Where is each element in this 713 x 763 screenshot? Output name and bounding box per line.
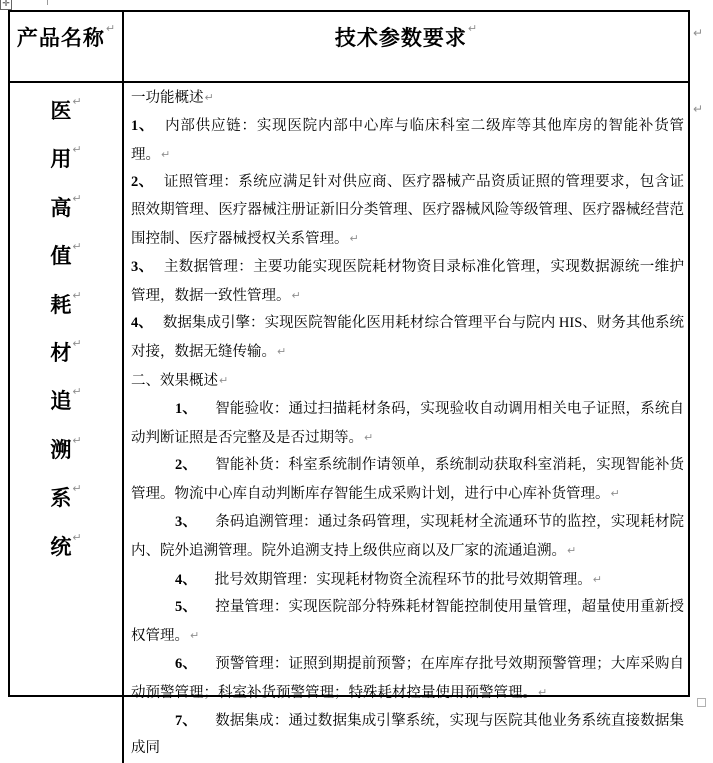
move-cross-icon: ✛ [2, 0, 10, 8]
paragraph-mark-icon: ↵ [72, 530, 82, 544]
product-name-char-text: 高 [50, 195, 72, 220]
paragraph-text: 数据集成引擎：实现医院智能化医用耗材综合管理平台与院内 HIS、财务其他系统对接，数据无缝传输。 [131, 315, 684, 361]
spec-item-paragraph [131, 113, 684, 170]
paragraph-mark-icon: ↵ [277, 345, 287, 359]
product-name-char [50, 337, 81, 385]
product-name-char [50, 289, 81, 337]
product-name-char-text: 统 [50, 534, 72, 559]
paragraph-text: 数据集成：通过数据集成引擎系统，实现与医院其他业务系统直接数据集成同 [131, 712, 685, 757]
paragraph-mark-icon: ↵ [105, 22, 116, 35]
spec-item-paragraph [131, 651, 684, 708]
product-name-header-label: 产品名称 [16, 26, 105, 50]
product-spec-table [8, 10, 690, 757]
item-number: 3、 [175, 513, 198, 530]
paragraph-text: 智能补货：科室系统制作请领单，系统制动获取科室消耗，实现智能补货管理。物流中心库自动判断库存智能生成采购计划，进行中心库补货管理。 [131, 457, 685, 503]
product-name-char [50, 143, 81, 191]
product-name-char-text: 值 [50, 244, 72, 269]
paragraph-text: 条码追溯管理：通过条码管理，实现耗材全流通环节的监控，实现耗材院内、院外追溯管理。院外追溯支持上级供应商以及厂家的流通追溯。 [131, 513, 685, 559]
spec-item-paragraph [131, 396, 684, 453]
product-name-char-text: 医 [50, 99, 72, 123]
cursor-tick [47, 0, 48, 5]
paragraph-mark-icon: ↵ [219, 373, 229, 387]
paragraph-mark-icon: ↵ [364, 430, 374, 444]
product-name-char-text: 用 [50, 147, 72, 172]
paragraph-text: 预警管理：证照到期提前预警；在库库存批号效期预警管理；大库采购自动预警管理；科室补货预警管理；特殊耗材控量使用预警管理。 [131, 655, 685, 701]
item-number: 2、 [131, 174, 154, 191]
tech-params-header-label: 技术参数要求 [334, 26, 467, 50]
paragraph-mark-icon: ↵ [291, 288, 301, 302]
table-resize-handle[interactable] [697, 698, 706, 707]
paragraph-text: 内部供应链：实现医院内部中心库与临床科室二级库等其他库房的智能补货管理。 [131, 117, 685, 163]
spec-item-paragraph [131, 566, 684, 595]
paragraph-mark-icon: ↵ [72, 433, 82, 447]
item-number: 5、 [175, 599, 198, 616]
product-name-char-text: 追 [50, 389, 72, 414]
tech-params-content-cell [124, 83, 688, 763]
paragraph-mark-icon: ↵ [72, 482, 82, 496]
paragraph-text: 智能验收：通过扫描耗材条码，实现验收自动调用相关电子证照，系统自动判断证照是否完整及是否过期等。 [131, 400, 685, 446]
item-number: 4、 [175, 571, 197, 588]
item-number: 4、 [131, 315, 153, 332]
spec-item-paragraph [131, 594, 684, 651]
paragraph-mark-icon: ↵ [72, 143, 82, 157]
section-heading-paragraph [131, 367, 684, 396]
paragraph-mark-icon: ↵ [567, 543, 577, 557]
row-end-mark-icon: ↵ [693, 102, 704, 116]
product-name-vertical-cell [10, 83, 124, 763]
paragraph-text: 证照管理：系统应满足针对供应商、医疗器械产品资质证照的管理要求，包含证照效期管理、医疗器械注册证新旧分类管理、医疗器械风险等级管理、医疗器械经营范围控制、医疗器械授权关系管理。 [131, 174, 685, 247]
spec-item-paragraph [131, 310, 684, 367]
item-number: 1、 [175, 400, 198, 417]
paragraph-mark-icon: ↵ [161, 147, 171, 161]
spec-item-paragraph [131, 169, 684, 253]
product-name-char-text: 材 [50, 340, 72, 365]
paragraph-mark-icon: ↵ [204, 91, 214, 104]
product-name-char-text: 溯 [50, 437, 72, 462]
spec-item-paragraph [131, 452, 684, 509]
spec-item-paragraph [131, 509, 684, 566]
paragraph-text: 主数据管理：主要功能实现医院耗材物资目录标准化管理，实现数据源统一维护管理，数据一致性管理。 [131, 258, 685, 304]
item-number: 1、 [131, 117, 155, 134]
section-heading-paragraph [131, 84, 684, 113]
paragraph-mark-icon: ↵ [538, 685, 548, 699]
header-cell-product-name [10, 12, 124, 83]
paragraph-text: 控量管理：实现医院部分特殊耗材智能控制使用量管理，超量使用重新授权管理。 [131, 599, 685, 645]
product-name-char [50, 482, 81, 530]
header-cell-tech-params [124, 12, 688, 83]
item-number: 2、 [175, 457, 198, 474]
item-number: 3、 [131, 258, 154, 275]
item-number: 6、 [175, 655, 198, 672]
product-name-char [50, 385, 81, 433]
product-name-char [50, 531, 81, 579]
table-move-handle[interactable] [0, 0, 12, 10]
paragraph-mark-icon: ↵ [72, 385, 82, 399]
paragraph-mark-icon: ↵ [72, 240, 82, 254]
spec-item-paragraph [131, 708, 684, 763]
product-name-char-text: 耗 [50, 292, 72, 317]
row-end-mark-icon: ↵ [693, 26, 704, 40]
paragraph-mark-icon: ↵ [72, 288, 82, 302]
paragraph-mark-icon: ↵ [610, 487, 620, 501]
paragraph-mark-icon: ↵ [72, 336, 82, 350]
spec-item-paragraph [131, 254, 684, 311]
paragraph-mark-icon: ↵ [72, 95, 82, 108]
paragraph-text: 批号效期管理：实现耗材物资全流程环节的批号效期管理。 [214, 571, 592, 588]
product-name-char [50, 434, 81, 482]
product-name-char [50, 240, 81, 288]
product-name-char [50, 192, 81, 240]
paragraph-mark-icon: ↵ [467, 22, 478, 35]
paragraph-mark-icon: ↵ [190, 629, 200, 643]
paragraph-mark-icon: ↵ [592, 572, 602, 586]
product-name-char-text: 系 [50, 486, 72, 511]
product-name-char [50, 95, 81, 143]
paragraph-text: 一功能概述 [131, 90, 204, 106]
paragraph-mark-icon: ↵ [349, 231, 359, 245]
paragraph-text: 二、效果概述 [131, 372, 218, 389]
paragraph-mark-icon: ↵ [72, 191, 82, 205]
item-number: 7、 [175, 712, 198, 729]
